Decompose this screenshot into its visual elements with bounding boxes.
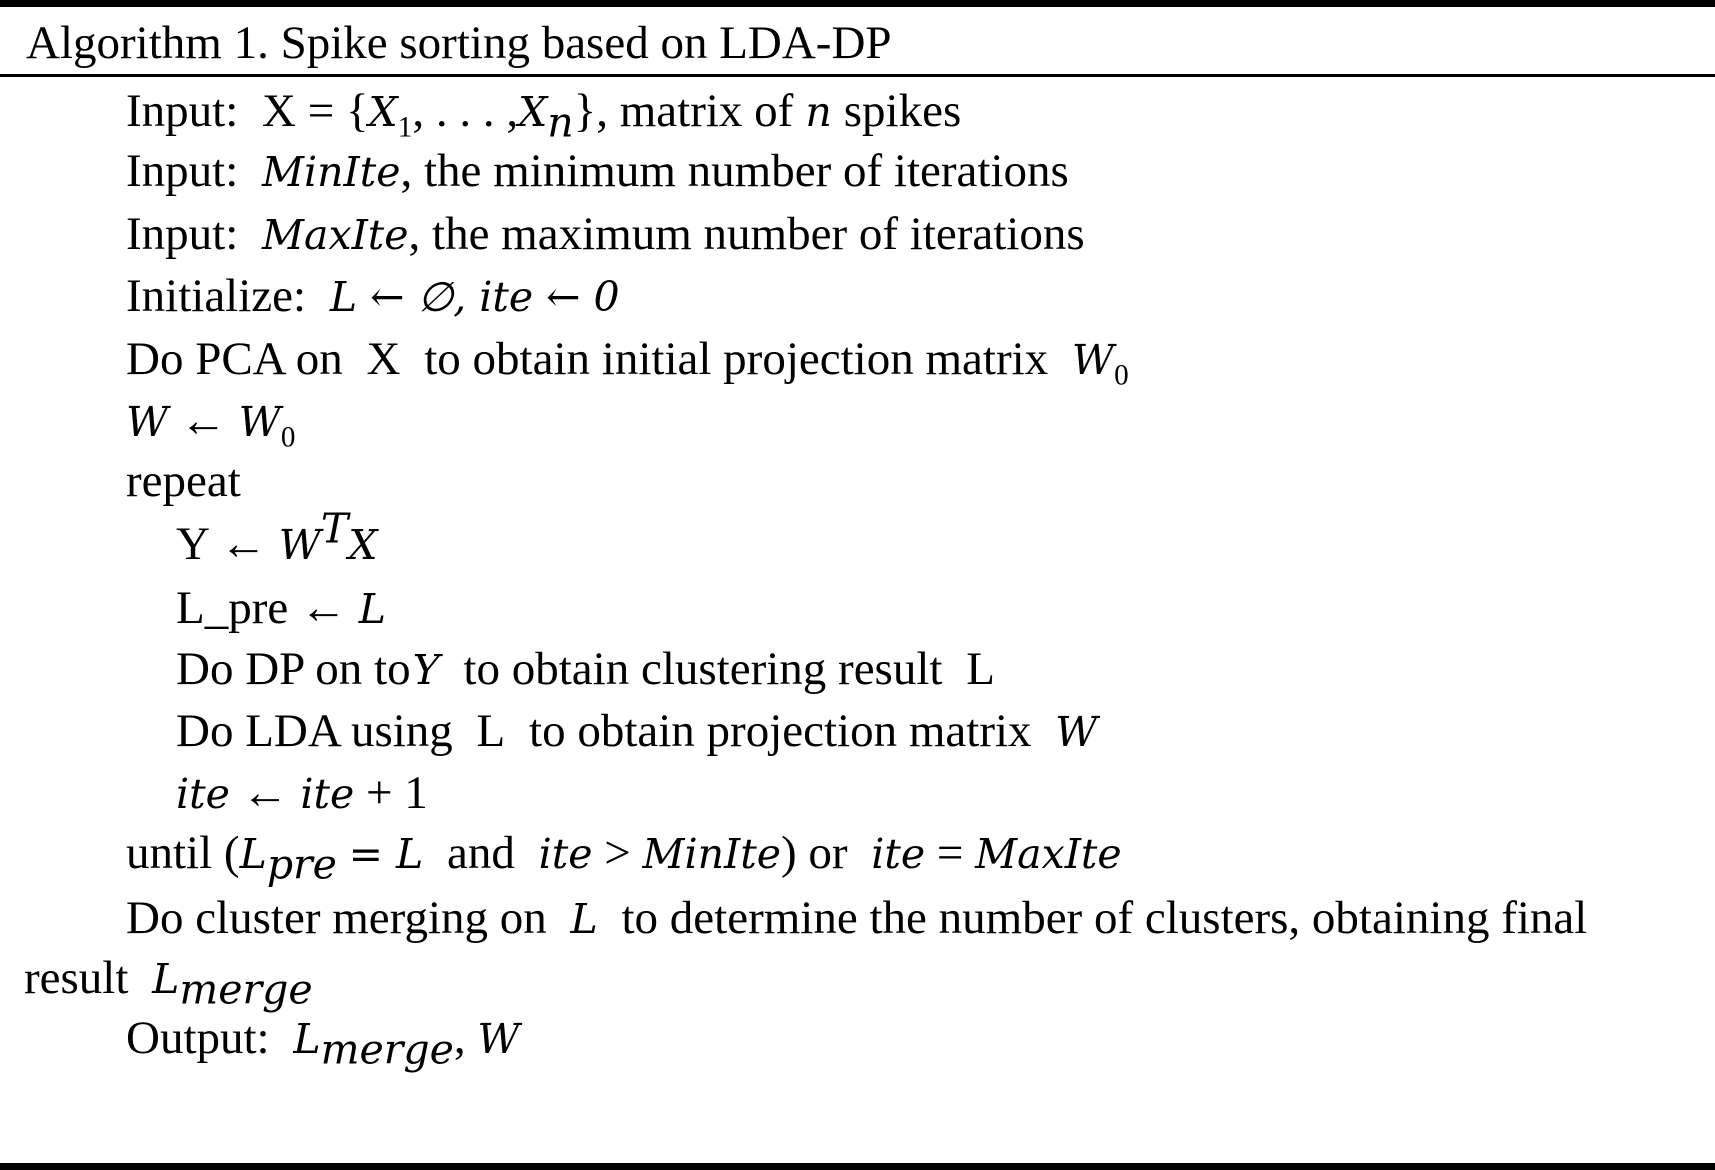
keyword: Input:	[126, 85, 239, 137]
text: and	[447, 827, 515, 879]
keyword: Initialize:	[126, 270, 307, 322]
math-var: W	[278, 521, 321, 569]
math-var: MaxIte	[262, 211, 409, 259]
math-text: L	[476, 705, 506, 757]
math-var: L	[239, 830, 267, 878]
math-var: X	[368, 88, 398, 136]
math-var: W	[1071, 336, 1115, 384]
text: to obtain clustering result	[463, 643, 943, 695]
line-input-minite	[126, 145, 1069, 197]
text: spikes	[843, 85, 962, 137]
math-text: >	[604, 827, 631, 879]
text: Do DP on to	[176, 643, 411, 695]
subscript: 0	[1114, 359, 1129, 392]
math-var: Y	[412, 646, 440, 694]
math-var: W	[477, 1015, 520, 1063]
arrow: ←	[179, 395, 227, 447]
math-text: ,	[453, 1012, 466, 1064]
math-var: W	[1055, 708, 1098, 756]
line-project	[176, 504, 378, 570]
math-var: MaxIte	[975, 830, 1122, 878]
math-var: ite	[871, 830, 926, 878]
math-text: Y ←	[176, 518, 267, 570]
line-merge-continued	[24, 952, 313, 1014]
line-until	[126, 827, 1122, 889]
text: to obtain initial projection matrix	[424, 333, 1049, 385]
top-rule	[0, 0, 1715, 7]
keyword: Output:	[126, 1012, 270, 1064]
math-var: ite	[176, 770, 230, 818]
math-text: , . . . ,	[412, 85, 519, 137]
math-text: =	[936, 827, 964, 879]
subscript: n	[547, 98, 574, 147]
line-lpre	[176, 582, 386, 634]
line-dp	[176, 643, 995, 695]
math-var: X	[518, 88, 548, 136]
bottom-rule	[0, 1163, 1715, 1170]
line-input-maxite	[126, 208, 1085, 260]
math-var: MinIte	[262, 148, 401, 196]
keyword: until (	[126, 827, 240, 879]
arrow: ←	[241, 767, 289, 819]
math-var: X	[348, 521, 378, 569]
line-lda	[176, 705, 1098, 757]
keyword: Input:	[126, 208, 239, 260]
line-merge	[126, 892, 1588, 944]
line-input-spikes	[126, 85, 962, 147]
math-text: X	[366, 333, 401, 385]
line-increment	[176, 767, 428, 819]
math-var: W	[238, 398, 281, 446]
line-initialize	[126, 270, 620, 322]
header-rule	[0, 74, 1715, 77]
text: Do LDA using	[176, 705, 453, 757]
superscript: T	[320, 504, 349, 553]
text: ) or	[780, 827, 848, 879]
text: Do cluster merging on	[126, 892, 547, 944]
line-assign-w	[126, 395, 296, 454]
subscript: 0	[280, 421, 296, 454]
math-var: ite	[300, 770, 355, 818]
math-var: L	[570, 895, 598, 943]
line-repeat: repeat	[126, 455, 241, 507]
math-text: + 1	[365, 767, 428, 819]
line-pca	[126, 333, 1129, 392]
subscript: merge	[179, 965, 313, 1014]
text: to obtain projection matrix	[529, 705, 1032, 757]
math-var: L	[358, 585, 386, 633]
subscript: 1	[397, 111, 413, 144]
text: Do PCA on	[126, 333, 343, 385]
subscript: merge	[320, 1025, 454, 1074]
math-text: X = {	[262, 85, 369, 137]
text: to determine the number of clusters, obtaining final	[621, 892, 1588, 944]
math-var: ite	[538, 830, 593, 878]
text: result	[24, 952, 129, 1004]
text: , the minimum number of iterations	[400, 145, 1069, 197]
math-var: W	[126, 398, 169, 446]
math-expression: L ← ∅, ite ← 0	[329, 273, 620, 321]
keyword: Input:	[126, 145, 239, 197]
math-var: L	[293, 1015, 321, 1063]
text: , the maximum number of iterations	[408, 208, 1085, 260]
math-text: = L	[348, 830, 424, 878]
math-var: n	[805, 88, 832, 136]
math-text: L	[966, 643, 995, 695]
math-text: L_pre ←	[176, 582, 347, 634]
math-var: MinIte	[642, 830, 781, 878]
text: }, matrix of	[573, 85, 794, 137]
subscript: pre	[266, 840, 337, 889]
algorithm-title: Algorithm 1. Spike sorting based on LDA-DP	[26, 17, 892, 69]
line-output	[126, 1012, 520, 1074]
math-var: L	[152, 955, 180, 1003]
